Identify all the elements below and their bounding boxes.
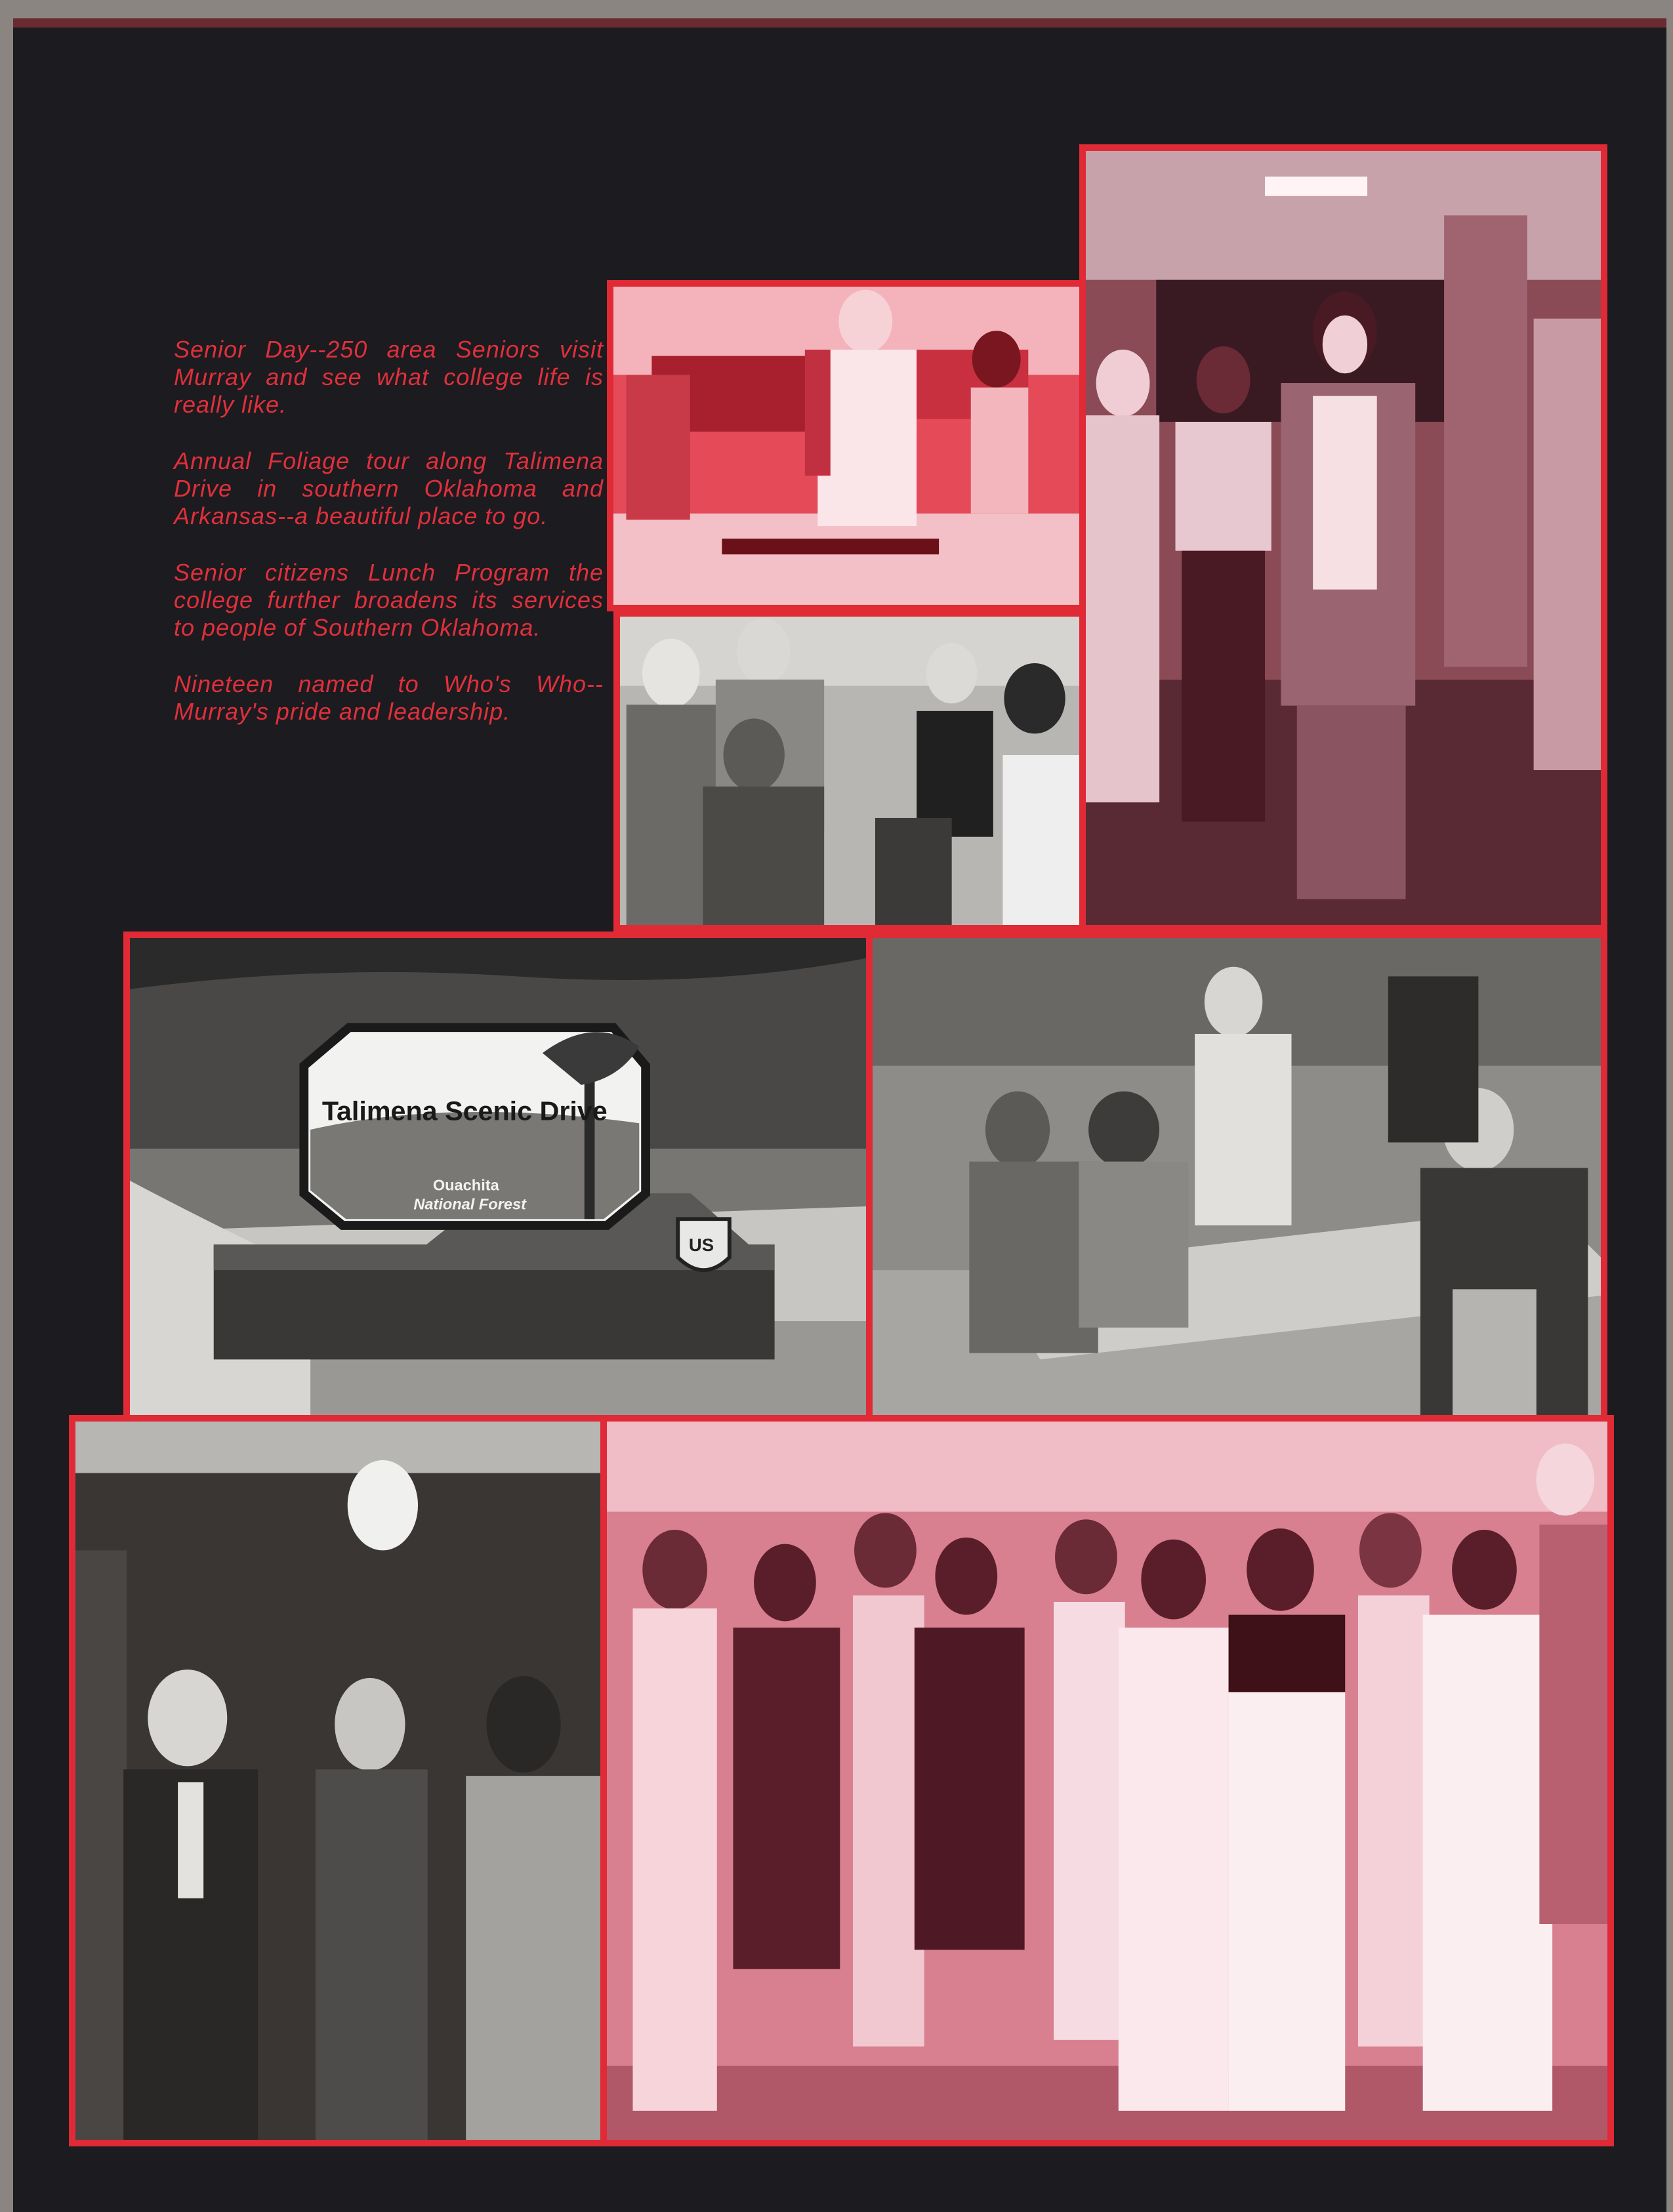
caption-whos-who: Nineteen named to Who's Who--Murray's pride and leadership.: [174, 670, 604, 725]
sign-forest-line2: National Forest: [413, 1195, 526, 1213]
sign-title: Talimena Scenic Drive: [321, 1096, 608, 1126]
photo-whos-who-group: [600, 1415, 1614, 2146]
caption-block: [174, 336, 604, 754]
photo-three-men: [69, 1415, 610, 2146]
photo-hallway: [1079, 144, 1607, 932]
photo-talimena-sign: [123, 932, 878, 1423]
photo-reception: [613, 610, 1089, 932]
caption-lunch-program: Senior citizens Lunch Program the college further broadens its services to people of Southern Oklahoma.: [174, 559, 604, 641]
sign-forest-line1: Ouachita: [432, 1176, 499, 1194]
yearbook-page: [13, 18, 1666, 2212]
forest-service-shield: US: [688, 1235, 714, 1255]
caption-foliage-tour: Annual Foliage tour along Talimena Drive in southern Oklahoma and Arkansas--a beautiful place to go.: [174, 447, 604, 529]
caption-senior-day: Senior Day--250 area Seniors visit Murray and see what college life is really like.: [174, 336, 604, 418]
photo-senior-lunch: [866, 932, 1607, 1423]
photo-cookout: [607, 280, 1089, 611]
